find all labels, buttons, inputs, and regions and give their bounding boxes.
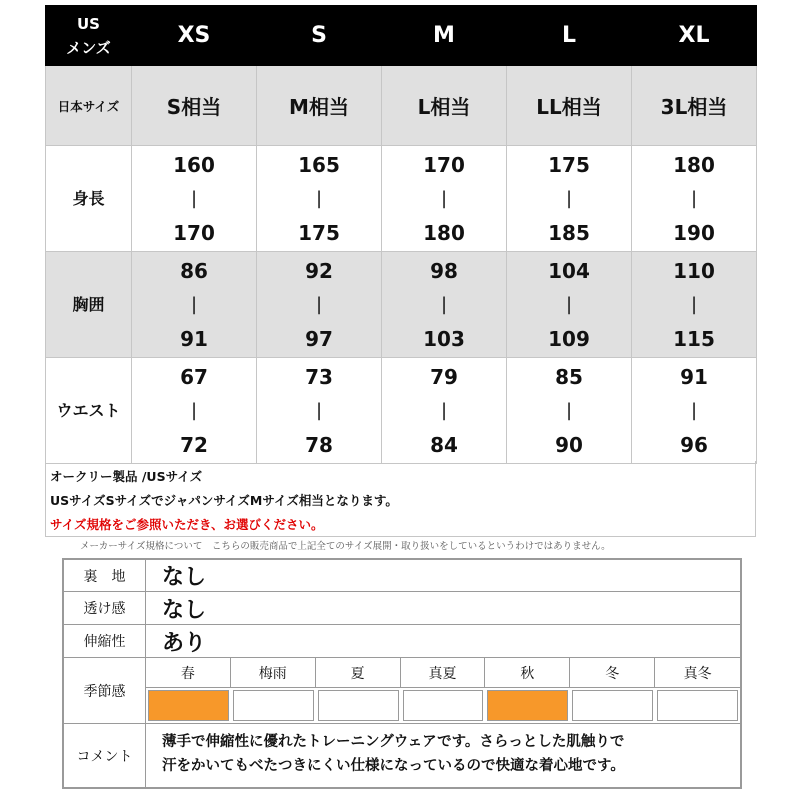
season-marker-inactive xyxy=(657,690,738,721)
season-marker-inactive xyxy=(233,690,314,721)
range-separator: | xyxy=(690,187,698,209)
range-separator: | xyxy=(190,187,198,209)
attr-value-stretch: あり xyxy=(162,630,207,656)
header-label-us: US xyxy=(77,14,100,33)
attr-label-sheer: 透け感 xyxy=(64,592,146,624)
range-separator: | xyxy=(565,187,573,209)
measure-cell xyxy=(632,358,757,464)
measure-min: 110 xyxy=(673,258,715,283)
season-marker-inactive xyxy=(572,690,653,721)
measure-max: 109 xyxy=(548,326,590,351)
measure-max: 97 xyxy=(305,326,333,351)
measure-cell xyxy=(257,358,382,464)
measure-min: 67 xyxy=(180,364,208,389)
range-separator: | xyxy=(315,399,323,421)
measure-cell xyxy=(257,146,382,252)
season-name: 春 xyxy=(146,658,231,688)
measure-cell xyxy=(507,252,632,358)
range-separator: | xyxy=(315,187,323,209)
season-name: 夏 xyxy=(316,658,401,688)
season-name: 秋 xyxy=(485,658,570,688)
season-marker-inactive xyxy=(403,690,484,721)
measure-min: 165 xyxy=(298,152,340,177)
measure-max: 90 xyxy=(555,432,583,457)
measure-min: 160 xyxy=(173,152,215,177)
measure-min: 86 xyxy=(180,258,208,283)
range-separator: | xyxy=(690,293,698,315)
attr-row-comment xyxy=(64,724,740,787)
measure-max: 78 xyxy=(305,432,333,457)
measure-cell xyxy=(132,358,257,464)
season-marker-active xyxy=(487,690,568,721)
measure-cell xyxy=(507,146,632,252)
size-table xyxy=(45,5,757,464)
measure-min: 98 xyxy=(430,258,458,283)
range-separator: | xyxy=(315,293,323,315)
measure-max: 170 xyxy=(173,220,215,245)
measure-cell xyxy=(382,252,507,358)
measure-cell xyxy=(632,252,757,358)
season-name: 冬 xyxy=(570,658,655,688)
measure-cell xyxy=(382,358,507,464)
comment-line: 薄手で伸縮性に優れたトレーニングウェアです。さらっとした肌触りで xyxy=(162,734,625,750)
measure-min: 170 xyxy=(423,152,465,177)
attr-row-lining xyxy=(64,560,740,592)
measure-max: 72 xyxy=(180,432,208,457)
header-label-mens: メンズ xyxy=(66,38,111,57)
measure-min: 175 xyxy=(548,152,590,177)
attr-value-lining: なし xyxy=(162,565,207,590)
measure-min: 85 xyxy=(555,364,583,389)
note-line-brand: オークリー製品 /USサイズ xyxy=(50,469,203,484)
attr-value-sheer: なし xyxy=(162,597,207,623)
measure-cell xyxy=(132,252,257,358)
attr-row-season xyxy=(64,658,740,724)
measure-min: 91 xyxy=(680,364,708,389)
attribute-table xyxy=(62,558,742,789)
measure-cell xyxy=(382,146,507,252)
measure-min: 79 xyxy=(430,364,458,389)
attr-label-season: 季節感 xyxy=(64,658,146,723)
range-separator: | xyxy=(690,399,698,421)
measure-row-waist xyxy=(46,358,757,464)
size-caption: メーカーサイズ規格について こちらの販売商品で上記全てのサイズ展開・取り扱いをしているというわけではありません。 xyxy=(80,541,611,552)
measure-row-height xyxy=(46,146,757,252)
header-label xyxy=(46,6,132,66)
range-separator: | xyxy=(440,399,448,421)
measure-max: 103 xyxy=(423,326,465,351)
comment-line: 汗をかいてもべたつきにくい仕様になっているので快適な着心地です。 xyxy=(162,758,625,774)
size-header-l: L xyxy=(507,6,632,66)
measure-min: 104 xyxy=(548,258,590,283)
season-name: 真夏 xyxy=(401,658,486,688)
measure-row-chest xyxy=(46,252,757,358)
range-separator: | xyxy=(440,187,448,209)
range-separator: | xyxy=(565,399,573,421)
japan-size-cell: 3L相当 xyxy=(632,66,757,146)
season-name: 真冬 xyxy=(655,658,740,688)
japan-size-row xyxy=(46,66,757,146)
range-separator: | xyxy=(565,293,573,315)
note-line-warning: サイズ規格をご参照いただき、お選びください。 xyxy=(50,517,324,532)
season-grid xyxy=(146,658,740,723)
japan-size-cell: S相当 xyxy=(132,66,257,146)
measure-label-waist: ウエスト xyxy=(46,358,132,464)
measure-max: 91 xyxy=(180,326,208,351)
attr-row-sheer xyxy=(64,592,740,625)
size-header-m: M xyxy=(382,6,507,66)
range-separator: | xyxy=(440,293,448,315)
comment-text xyxy=(162,730,625,778)
size-note-box xyxy=(45,461,756,537)
measure-max: 96 xyxy=(680,432,708,457)
attr-label-stretch: 伸縮性 xyxy=(64,625,146,657)
note-line-conversion: USサイズSサイズでジャパンサイズMサイズ相当となります。 xyxy=(50,493,398,508)
measure-max: 190 xyxy=(673,220,715,245)
measure-max: 175 xyxy=(298,220,340,245)
season-marker-inactive xyxy=(318,690,399,721)
size-header-xl: XL xyxy=(632,6,757,66)
measure-min: 92 xyxy=(305,258,333,283)
measure-cell xyxy=(257,252,382,358)
measure-label-height: 身長 xyxy=(46,146,132,252)
measure-cell xyxy=(632,146,757,252)
attr-label-lining: 裏 地 xyxy=(64,560,146,591)
size-header-s: S xyxy=(257,6,382,66)
japan-size-cell: LL相当 xyxy=(507,66,632,146)
range-separator: | xyxy=(190,399,198,421)
measure-min: 180 xyxy=(673,152,715,177)
season-name: 梅雨 xyxy=(231,658,316,688)
measure-max: 115 xyxy=(673,326,715,351)
measure-min: 73 xyxy=(305,364,333,389)
japan-size-cell: L相当 xyxy=(382,66,507,146)
measure-max: 185 xyxy=(548,220,590,245)
measure-max: 84 xyxy=(430,432,458,457)
size-header-row xyxy=(46,6,757,66)
measure-cell xyxy=(507,358,632,464)
season-marker-active xyxy=(148,690,229,721)
measure-max: 180 xyxy=(423,220,465,245)
japan-size-label: 日本サイズ xyxy=(46,66,132,146)
range-separator: | xyxy=(190,293,198,315)
measure-label-chest: 胸囲 xyxy=(46,252,132,358)
attr-label-comment: コメント xyxy=(64,724,146,787)
attr-row-stretch xyxy=(64,625,740,658)
japan-size-cell: M相当 xyxy=(257,66,382,146)
size-header-xs: XS xyxy=(132,6,257,66)
measure-cell xyxy=(132,146,257,252)
